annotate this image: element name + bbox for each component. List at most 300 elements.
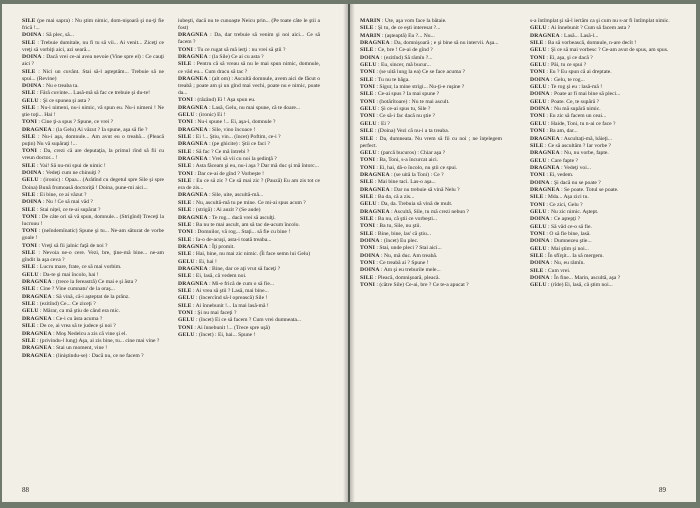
dialogue-text: : Da-te şi mai încolo, hai !: [38, 271, 99, 278]
speaker-name: DRAGNEA: [22, 293, 52, 300]
dialogue-line: [178, 244, 320, 251]
dialogue-text: : De câte ori să vă spun, domnule... (Strigînd) Treceţi la lucruuu !: [22, 213, 164, 227]
speaker-name: DRAGNEA: [178, 104, 208, 111]
dialogue-text: : Sile, uite, ascultă-mă...: [207, 192, 264, 199]
dialogue-line: [530, 209, 672, 216]
dialogue-line: [178, 325, 320, 332]
dialogue-line: [178, 18, 320, 32]
dialogue-text: : Nu zic nimic. Aştept.: [546, 208, 599, 215]
dialogue-line: [178, 141, 320, 148]
speaker-name: GELU: [360, 201, 377, 208]
dialogue-text: : Să plec, să...: [41, 32, 74, 39]
speaker-name: GELU: [530, 47, 547, 54]
speaker-name: DRAGNEA: [22, 279, 52, 286]
dialogue-line: [22, 177, 164, 191]
dialogue-text: : Ai înnebunit !... (Trece spre uşă): [193, 324, 270, 331]
speaker-name: GELU: [178, 258, 195, 265]
speaker-name: MARIN: [360, 18, 381, 24]
dialogue-text: : Ei, hai !: [194, 258, 217, 265]
speaker-name: SILE: [178, 134, 192, 141]
dialogue-line: [178, 310, 320, 317]
dialogue-text: : Ia-o de-acuşi, asta-i toată treaba...: [191, 236, 272, 243]
speaker-name: TONI: [530, 230, 545, 237]
speaker-name: TONI: [22, 119, 37, 126]
dialogue-text: : Ei !... Ştiu, vin... (încet) Poftim, ce-i ?: [191, 134, 281, 141]
speaker-name: TONI: [360, 113, 375, 120]
speaker-name: SILE: [360, 91, 374, 98]
speaker-name: DRAGNEA: [22, 352, 52, 359]
speaker-name: SILE: [22, 191, 36, 198]
dialogue-text: : Da, dar trebuie să venim şi noi aici... Ce să facem ?: [178, 32, 320, 46]
speaker-name: GELU: [22, 271, 39, 278]
dialogue-line: [360, 187, 502, 194]
speaker-name: TONI: [22, 148, 37, 155]
dialogue-line: [22, 294, 164, 301]
dialogue-text: : Da, crezi că are deputaţia, la primul rînd să fii cu vreun doctor... !: [22, 148, 164, 162]
dialogue-line: [360, 179, 502, 186]
dialogue-line: [530, 33, 672, 40]
dialogue-text: : Cine ţi-a spus ? Spune, ce vrei ?: [37, 119, 114, 126]
dialogue-line: [178, 303, 320, 310]
speaker-name: TONI: [530, 69, 545, 76]
dialogue-text: : (strigă) : Ai auzit ? (Se aude): [191, 207, 261, 214]
dialogue-text: : Ce, bre ! Ce-ai de gînd ?: [373, 47, 433, 54]
speaker-name: SILE: [22, 286, 36, 293]
dialogue-text: : Ute, aşa vom face la bătaie.: [380, 18, 447, 24]
page-number: 89: [659, 486, 666, 494]
dialogue-text: (pe mai sapra) : Nu ştim nimic, dom-nişoară şi nu-ţi fie frică !...: [22, 18, 164, 32]
dialogue-text: : (încet) Eu plec.: [379, 238, 419, 245]
speaker-name: SILE: [360, 47, 374, 54]
speaker-name: TONI: [178, 97, 193, 104]
dialogue-text: : Ce-i cu ăsta acuma ?: [51, 315, 103, 322]
dialogue-line: [530, 143, 672, 150]
dialogue-line: [22, 90, 164, 97]
speaker-name: SILE: [360, 135, 374, 142]
dialogue-text: : Ei, lasă, că vedem noi.: [191, 273, 247, 280]
page-right: [350, 4, 696, 502]
dialogue-line: [360, 136, 502, 150]
dialogue-text: : Eu ce să zic ? Ce să mai zic ? (Pauză) Eu am zis tot ce era de zis...: [178, 178, 320, 192]
dialogue-line: [530, 113, 672, 120]
speaker-name: DRAGNEA: [178, 156, 208, 163]
dialogue-text: : (neîndemînatic) Spune şi tu... Ne-am săturat de vorbe goale !: [22, 228, 164, 242]
dialogue-text: : Mai ştim şi noi...: [546, 245, 589, 252]
speaker-name: SILE: [22, 162, 36, 169]
dialogue-line: [530, 238, 672, 245]
dialogue-line: [178, 61, 320, 75]
dialogue-text: : (către Sile) Ce-ai, bre ? Ce te-a apucat ?: [375, 282, 469, 289]
dialogue-line: [530, 202, 672, 209]
dialogue-text: : Vedeţi cum ne chinuiţi ?: [41, 170, 101, 177]
speaker-name: DOINA: [530, 260, 550, 267]
speaker-name: GELU: [178, 111, 195, 118]
dialogue-text: : Am şi eu treburile mele...: [379, 267, 441, 274]
dialogue-line: [22, 272, 164, 279]
text-column: [530, 18, 672, 486]
dialogue-line: [360, 245, 502, 252]
dialogue-line: [22, 214, 164, 228]
dialogue-text: : Ce aştepţi ?: [549, 216, 581, 223]
speaker-name: DOINA: [530, 179, 550, 186]
speaker-name: SILE: [22, 206, 36, 213]
speaker-name: DOINA: [22, 32, 42, 39]
dialogue-line: [530, 25, 672, 32]
speaker-name: DOINA: [530, 91, 550, 98]
dialogue-text: : Ai înnebunit !... Ia mai lasă-mă !: [191, 302, 269, 309]
dialogue-line: [178, 237, 320, 244]
dialogue-line: [530, 216, 672, 223]
dialogue-line: [22, 308, 164, 315]
dialogue-line: [178, 273, 320, 280]
dialogue-line: [530, 246, 672, 253]
dialogue-text: : Şi tu, de ce eşti interesat ?...: [373, 25, 441, 32]
speaker-name: DRAGNEA: [530, 150, 560, 157]
dialogue-text: : Te rog şi eu : lasă-mă !: [546, 84, 603, 91]
dialogue-text: : Ei, aşa, şi ce dacă ?: [545, 54, 593, 61]
dialogue-text: : Moş Nedelcu a zis că vine şi el.: [51, 330, 127, 337]
dialogue-text: : Asta făceam şi eu, nu-i aşa ? Dar mă duc şi mă întorc...: [191, 163, 319, 170]
dialogue-line: [360, 253, 502, 260]
dialogue-text: : Cine ? Vine cumnatu' de la oraş...: [35, 286, 115, 293]
dialogue-line: [22, 69, 164, 83]
dialogue-text: : Dar ce-ai de gînd ? Vorbeşte !: [193, 170, 264, 177]
text-column: [22, 18, 164, 486]
speaker-name: SILE: [178, 163, 192, 170]
dialogue-text: : Să văd ce-o să fie.: [546, 223, 592, 230]
dialogue-text: : (aşteaptă) Eu ?... Nu...: [380, 32, 435, 39]
dialogue-text: iubeşti, dacă nu te cunoaşte Neicu prin... (Pe toate câte le ştii a fost): [178, 18, 320, 32]
dialogue-text: : Ei bine, ce ai văzut ?: [35, 191, 87, 198]
dialogue-text: : Cum vrei.: [543, 267, 571, 274]
speaker-name: GELU: [22, 308, 39, 315]
dialogue-line: [530, 180, 672, 187]
dialogue-line: [22, 127, 164, 134]
dialogue-text: : Eu, sincer, mă bucur...: [376, 62, 431, 69]
dialogue-line: [22, 228, 164, 242]
dialogue-text: : Hai, bine, nu mai zic nimic. (Îi face semn lui Gelu): [191, 251, 311, 258]
speaker-name: TONI: [360, 157, 375, 164]
dialogue-line: [360, 121, 502, 128]
dialogue-text: : Ba tu, Sile, nu ştii.: [375, 223, 421, 230]
dialogue-line: [360, 267, 502, 274]
speaker-name: DOINA: [530, 216, 550, 223]
speaker-name: DRAGNEA: [178, 192, 208, 199]
speaker-name: SILE: [22, 104, 36, 111]
dialogue-text: : (ironic) : Opaa... (Arătînd cu degetul spre Sile şi spre Doina) Bună frumoasă doctoriţă ! Doina, pune-mi aici...: [22, 177, 164, 191]
speaker-name: DRAGNEA: [178, 265, 208, 272]
speaker-name: SILE: [22, 250, 36, 257]
dialogue-text: : (liniştindu-se) : Dacă nu, ce ne facem ?: [51, 352, 144, 359]
dialogue-text: : Păi, tu ce spui ?: [546, 62, 587, 69]
dialogue-line: [178, 105, 320, 112]
dialogue-text: : Ei, hai, dă-o încolo, nu ştii ce spui.: [375, 164, 458, 171]
speaker-name: SILE: [360, 128, 374, 135]
dialogue-text: : (se uită lung la ea) Ce se face acuma ?: [375, 69, 465, 76]
book-gutter: [343, 4, 355, 502]
dialogue-text: : De ce, ai vrea să te judece şi noi ?: [35, 323, 116, 330]
dialogue-line: [530, 187, 672, 194]
speaker-name: DOINA: [22, 199, 42, 206]
dialogue-text: : Poate. Ce, te supără ?: [546, 98, 600, 105]
dialogue-line: [360, 18, 502, 25]
dialogue-line: [530, 47, 672, 54]
speaker-name: TONI: [360, 164, 375, 171]
dialogue-text: : Ai vrea să ştii ? Lasă, mai bine...: [191, 287, 269, 294]
speaker-name: TONI: [530, 54, 545, 61]
dialogue-text: : Domnilor, vă rog... Staţi... să fie cu bine !: [193, 229, 291, 236]
speaker-name: TONI: [530, 128, 545, 135]
dialogue-text: : Ce să ascultăm ? Iar vorbe ?: [543, 142, 611, 149]
dialogue-text: : Vedeţi voi...: [559, 164, 591, 171]
dialogue-line: [178, 229, 320, 236]
dialogue-line: [530, 194, 672, 201]
dialogue-text: : Nu ! Ce să mai văd ?: [41, 199, 93, 206]
dialogue-line: [360, 216, 502, 223]
speaker-name: SILE: [178, 207, 192, 214]
page-left: [2, 4, 348, 502]
dialogue-line: [360, 47, 502, 54]
dialogue-text: : (privindu-l lung) Aşa, ai zis bine, tu... cine mai vine ?: [35, 337, 160, 344]
speaker-name: SILE: [22, 337, 36, 344]
speaker-name: DRAGNEA: [178, 75, 208, 82]
dialogue-line: [178, 97, 320, 104]
dialogue-line: [178, 178, 320, 192]
dialogue-line: [22, 250, 164, 264]
dialogue-text: : În fine... Marin, ascultă, aşa ?: [549, 275, 621, 282]
speaker-name: DRAGNEA: [530, 186, 560, 193]
speaker-name: DRAGNEA: [178, 126, 208, 133]
dialogue-line: [178, 127, 320, 134]
dialogue-text: : Nevoia ne-o cere. Vezi, bre, ţine-mă bine... ne-am gîndit la aşa ceva ?: [22, 250, 164, 264]
dialogue-line: [178, 288, 320, 295]
dialogue-text: : Mi-e frică de cum o să fie...: [207, 280, 275, 287]
speaker-name: SILE: [360, 274, 374, 281]
speaker-name: TONI: [178, 170, 193, 177]
speaker-name: GELU: [530, 62, 547, 69]
speaker-name: TONI: [22, 213, 37, 220]
speaker-name: SILE: [360, 76, 374, 83]
dialogue-line: [360, 165, 502, 172]
dialogue-line: [22, 134, 164, 148]
speaker-name: TONI: [360, 223, 375, 230]
dialogue-line: [530, 260, 672, 267]
dialogue-text: : Şi ce spunea şi asta ?: [38, 97, 91, 104]
dialogue-line: [360, 69, 502, 76]
dialogue-line: [22, 301, 164, 308]
dialogue-text: : Nu-i nimeni, nu-i nimic, vă spun eu. Nu-i nimeni ! Ne ştie toţi... Hai !: [22, 104, 164, 118]
dialogue-line: [178, 207, 320, 214]
speaker-name: GELU: [178, 332, 195, 338]
dialogue-text: : Ba, Toni, s-a încurcat aici.: [375, 157, 439, 164]
speaker-name: DRAGNEA: [530, 135, 560, 142]
dialogue-text: : Eu ? Eu spun că ai dreptate.: [545, 69, 612, 76]
dialogue-text: : Mda... Aşa zici tu.: [543, 194, 589, 201]
speaker-name: TONI: [360, 260, 375, 267]
dialogue-line: [530, 150, 672, 157]
dialogue-text: : (ezitînd) Ce... Ce ziceţi ?: [35, 301, 96, 308]
dialogue-line: [530, 268, 672, 275]
dialogue-text: : Tu nu te băga.: [373, 76, 410, 83]
dialogue-line: [530, 231, 672, 238]
speaker-name: SILE: [178, 148, 192, 155]
dialogue-line: [178, 171, 320, 178]
dialogue-text: : Stai nițel, ce te-ai supărat ?: [35, 206, 101, 213]
dialogue-text: : Ai înnebunit ? Cum să facem asta ?: [546, 25, 631, 32]
dialogue-line: [530, 99, 672, 106]
dialogue-text: : (râzând) Ei ! Aşa spun eu.: [193, 97, 256, 104]
speaker-name: GELU: [178, 295, 195, 302]
dialogue-line: [178, 76, 320, 97]
dialogue-text: : Lasă... Lasă-l...: [559, 32, 599, 39]
speaker-name: SILE: [22, 39, 36, 46]
dialogue-text: : Să vină, că-i aşteptat de la prânz.: [51, 293, 130, 300]
speaker-name: TONI: [360, 84, 375, 91]
speaker-name: GELU: [22, 177, 39, 184]
dialogue-line: [22, 105, 164, 119]
dialogue-text: : Bine, bine, las' că ştiu...: [373, 230, 431, 237]
dialogue-text: : Ba să vorbească, domnule, n-are decît !: [543, 40, 637, 47]
speaker-name: DRAGNEA: [178, 54, 208, 61]
dialogue-line: [530, 18, 672, 25]
page-number: 88: [22, 486, 29, 494]
dialogue-line: [360, 128, 502, 135]
dialogue-line: [360, 150, 502, 157]
speaker-name: SILE: [360, 215, 374, 222]
speaker-name: SILE: [530, 267, 544, 274]
dialogue-line: [22, 338, 164, 345]
speaker-name: DRAGNEA: [22, 330, 52, 337]
dialogue-line: [178, 251, 320, 258]
speaker-name: GELU: [530, 120, 547, 127]
dialogue-line: [178, 47, 320, 54]
speaker-name: GELU: [530, 98, 547, 105]
dialogue-line: [22, 353, 164, 360]
dialogue-text: : Mai bine taci. Las-o aşa...: [373, 179, 436, 186]
dialogue-text: : Se poate. Totul se poate.: [559, 186, 619, 193]
speaker-name: SILE: [360, 193, 374, 200]
text-column: [360, 18, 502, 486]
dialogue-text: : Nu-i aşa, domnule... Am avut eu o treabă... (Pleacă puţin) Nu vă supăraţi !...: [22, 134, 164, 148]
dialogue-line: [360, 157, 502, 164]
dialogue-line: [22, 83, 164, 90]
dialogue-text: : Nu, ascultă-mă tu pe mine. Ce mi-ai spus acum ?: [191, 199, 306, 206]
dialogue-line: [178, 134, 320, 141]
dialogue-line: [22, 119, 164, 126]
dialogue-line: [178, 259, 320, 266]
dialogue-text: : (la Gelu) Ai văzut ? Ia spune, aşa să fie ?: [51, 126, 148, 133]
dialogue-line: [178, 200, 320, 207]
dialogue-text: : Şi ce să mai vorbesc ? Ce-am avut de spus, am spus.: [546, 47, 669, 54]
dialogue-line: [22, 243, 164, 250]
dialogue-text: : Lasă, Gelu, nu mai spune, că te doare...: [207, 104, 301, 111]
dialogue-line: [360, 25, 502, 32]
speaker-name: GELU: [530, 223, 547, 230]
speaker-name: TONI: [178, 229, 193, 236]
dialogue-line: [530, 253, 672, 260]
dialogue-text: : Da, domnişoară ; e şi bine să nu intervii. Aşa...: [389, 40, 499, 47]
dialogue-text: : Sigur, la mine strigi... Nu-ţi-e ruşine ?: [375, 84, 465, 91]
dialogue-text: : (alt om) : Ascultă domnule, avem aici de făcut o treabă ; poate am şi un gînd mai vechi, poate nu e nimic, poate da...: [178, 75, 320, 96]
dialogue-line: [22, 32, 164, 39]
dialogue-line: [530, 172, 672, 179]
dialogue-text: : (hotărîtoare) : Nu te mai ascult.: [375, 98, 450, 105]
dialogue-line: [178, 215, 320, 222]
dialogue-line: [22, 345, 164, 352]
dialogue-line: [530, 158, 672, 165]
dialogue-text: : (trece la fereastră) Ce mai e şi ăsta ?: [51, 279, 138, 286]
dialogue-text: : (ironic) Ei !: [194, 111, 226, 118]
dialogue-line: [530, 128, 672, 135]
dialogue-line: [360, 209, 502, 216]
dialogue-line: [360, 33, 502, 40]
dialogue-line: [530, 40, 672, 47]
speaker-name: TONI: [530, 201, 545, 208]
speaker-name: SILE: [22, 323, 36, 330]
dialogue-line: [22, 18, 164, 32]
speaker-name: DRAGNEA: [360, 208, 390, 215]
dialogue-text: : Ce treabă ai ? Spune !: [375, 260, 429, 267]
dialogue-text: : (încercînd să-l oprească) Sile !: [194, 295, 268, 302]
speaker-name: SILE: [22, 90, 36, 97]
dialogue-line: [22, 40, 164, 54]
speaker-name: DOINA: [360, 238, 380, 245]
dialogue-line: [360, 238, 502, 245]
dialogue-text: : Nu, mă duc. Am treabă.: [379, 252, 438, 259]
dialogue-line: [178, 149, 320, 156]
speaker-name: DRAGNEA: [360, 40, 390, 47]
dialogue-text: : Şi ce-ai spus tu, Sile ?: [376, 106, 431, 113]
dialogue-line: [530, 282, 672, 289]
dialogue-text: : Ce să-i fac dacă nu ştie ?: [375, 113, 435, 120]
dialogue-text: : Bine, dar ce aţi vrut să faceţi ?: [207, 265, 281, 272]
speaker-name: SILE: [178, 287, 192, 294]
speaker-name: DRAGNEA: [178, 214, 208, 221]
dialogue-line: [178, 266, 320, 273]
dialogue-line: [360, 194, 502, 201]
speaker-name: GELU: [530, 245, 547, 252]
speaker-name: GELU: [360, 149, 377, 156]
speaker-name: DOINA: [530, 238, 550, 245]
dialogue-text: : Nu mă supără nimic.: [549, 106, 601, 113]
dialogue-text: : Tu ce rugat să mă ierţi : nu vrei să ştii ?: [193, 46, 286, 53]
speaker-name: SILE: [22, 301, 36, 308]
dialogue-line: [360, 113, 502, 120]
dialogue-line: [360, 91, 502, 98]
dialogue-text: : Vai! Să nu-mi spui de nimic !: [35, 162, 106, 169]
dialogue-text: : Şi nu mai faceţi ?: [193, 309, 237, 316]
dialogue-line: [22, 264, 164, 271]
speaker-name: TONI: [360, 282, 375, 289]
dialogue-line: [360, 84, 502, 91]
dialogue-text: : Nici un cuvânt. Stai să-l aşteptăm... Trebuie să ne spui... (Revine): [22, 68, 164, 82]
dialogue-text: : (rîde) Ei, lasă, că ştim noi...: [546, 282, 613, 289]
dialogue-line: [360, 40, 502, 47]
speaker-name: TONI: [530, 172, 545, 179]
dialogue-text: : Ei ?: [376, 120, 390, 127]
speaker-name: DOINA: [360, 54, 380, 61]
speaker-name: TONI: [178, 309, 193, 316]
speaker-name: TONI: [22, 228, 37, 235]
speaker-name: GELU: [530, 25, 547, 32]
dialogue-line: [22, 192, 164, 199]
dialogue-text: : Gelu, te rog...: [549, 76, 585, 83]
dialogue-text: : Stai un moment, vine !: [51, 345, 108, 352]
dialogue-text: : Ce zici, Gelu ?: [545, 201, 583, 208]
dialogue-line: [530, 62, 672, 69]
dialogue-text: : Stai, unde pleci ? Stai aici...: [375, 245, 442, 252]
speaker-name: SILE: [530, 142, 544, 149]
